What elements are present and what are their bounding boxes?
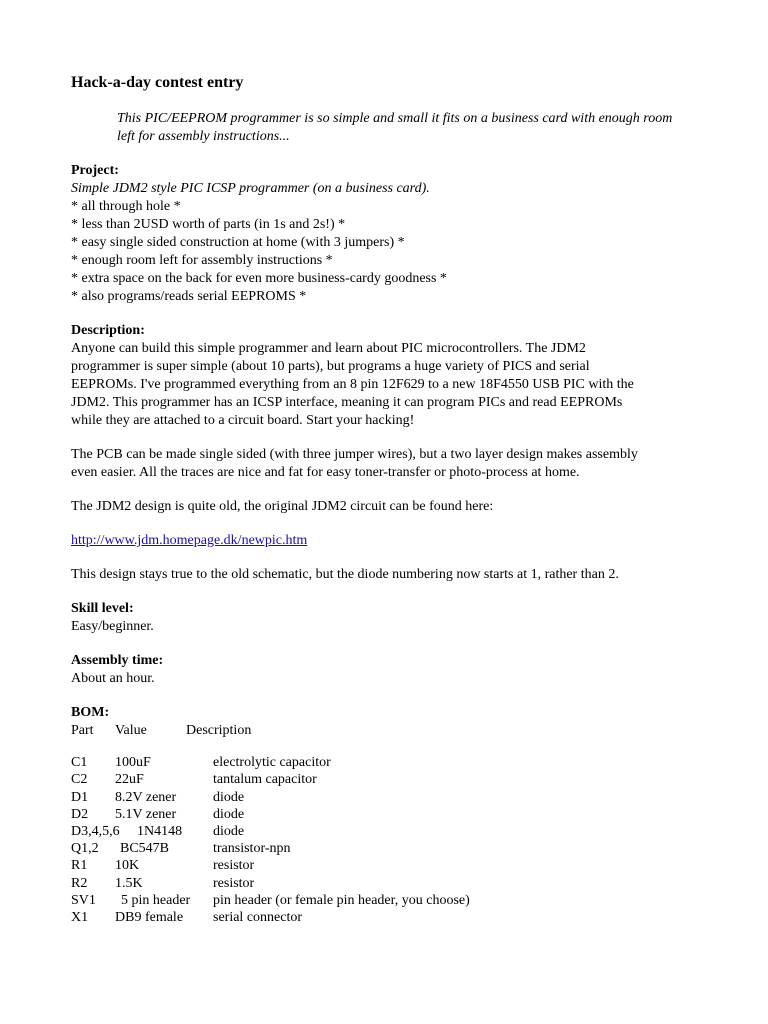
bom-part: C2 [71,772,88,788]
bom-part: D3,4,5,6 [71,823,120,839]
spacer [71,482,731,498]
bom-row [71,806,731,823]
bom-value: 8.2V zener [115,789,177,805]
bom-part: Q1,2 [71,841,99,857]
bom-value: 100uF [115,755,151,771]
bom-row [71,892,731,909]
bom-description: diode [213,789,245,805]
bom-row [71,875,731,892]
skill-level-value: Easy/beginner. [71,619,154,634]
project-bullet: * easy single sided construction at home (with 3 jumpers) * [71,235,405,250]
bom-column-header: Value [115,723,147,738]
spacer [71,584,731,600]
project-bullet: * extra space on the back for even more business-cardy goodness * [71,271,447,286]
bom-part: D2 [71,806,89,822]
bom-value: 1N4148 [137,823,183,839]
description-line: Anyone can build this simple programmer and learn about PIC microcontrollers. The JDM2 [71,341,586,356]
bom-row [71,857,731,874]
bom-part: D1 [71,789,89,805]
bom-row [71,909,731,926]
bom-column-header: Description [186,723,252,738]
project-heading: Project: [71,163,119,178]
bom-part: SV1 [71,892,96,908]
assembly-time-heading: Assembly time: [71,653,164,668]
bom-value: 1.5K [115,875,143,891]
bom-value: BC547B [120,841,170,857]
bom-value: 5 pin header [121,892,191,908]
spacer [71,688,731,704]
bom-part: R1 [71,858,88,874]
bom-row [71,771,731,788]
bom-description: tantalum capacitor [213,772,317,788]
bom-value: 22uF [115,772,144,788]
description-paragraph-4: This design stays true to the old schematic, but the diode numbering now starts at 1, rather than 2. [71,567,619,582]
description-line: The PCB can be made single sided (with three jumper wires), but a two layer design makes assembly [71,447,638,462]
description-line: EEPROMs. I've programmed everything from an 8 pin 12F629 to a new 18F4550 USB PIC with the [71,377,634,392]
document-body [71,162,731,926]
project-bullet: * less than 2USD worth of parts (in 1s and 2s!) * [71,217,346,232]
intro-paragraph: This PIC/EEPROM programmer is so simple and small it fits on a business card with enough room left for assembly instructions... [117,111,673,144]
bom-row [71,789,731,806]
bom-value: DB9 female [115,909,184,925]
bom-row [71,754,731,771]
spacer [71,550,731,566]
description-line: JDM2. This programmer has an ICSP interface, meaning it can program PICs and read EEPROMs [71,395,623,410]
bom-table [71,754,731,926]
bom-row [71,823,731,840]
assembly-time-value: About an hour. [71,671,155,686]
project-bullet-list [71,198,731,306]
bom-heading: BOM: [71,705,110,720]
bom-part: X1 [71,909,89,925]
bom-description: pin header (or female pin header, you choose) [213,892,470,908]
page-title: Hack-a-day contest entry [71,74,244,91]
bom-description: serial connector [213,909,303,925]
bom-description: resistor [213,858,255,874]
bom-column-header: Part [71,723,94,738]
project-bullet: * also programs/reads serial EEPROMS * [71,289,307,304]
project-subtitle: Simple JDM2 style PIC ICSP programmer (on a business card). [71,181,430,196]
project-bullet: * enough room left for assembly instructions * [71,253,333,268]
description-paragraph-3: The JDM2 design is quite old, the original JDM2 circuit can be found here: [71,499,494,514]
bom-value: 5.1V zener [115,806,177,822]
bom-description: electrolytic capacitor [213,755,331,771]
description-heading: Description: [71,323,145,338]
bom-row [71,840,731,857]
bom-description: resistor [213,875,255,891]
bom-description: diode [213,806,245,822]
spacer [71,636,731,652]
spacer [71,516,731,532]
description-line: even easier. All the traces are nice and fat for easy toner-transfer or photo-process at home. [71,465,580,480]
bom-header-row [71,722,731,739]
bom-part: C1 [71,755,88,771]
bom-value: 10K [115,858,140,874]
description-line: while they are attached to a circuit board. Start your hacking! [71,413,415,428]
spacer [71,306,731,322]
skill-level-heading: Skill level: [71,601,134,616]
bom-part: R2 [71,875,88,891]
description-paragraph-2 [71,446,731,482]
description-line: programmer is super simple (about 10 parts), but programs a huge variety of PICS and serial [71,359,590,374]
jdm2-circuit-link[interactable]: http://www.jdm.homepage.dk/newpic.htm [71,533,308,548]
spacer [71,739,731,754]
spacer [71,430,731,446]
bom-description: transistor-npn [213,841,291,857]
bom-description: diode [213,823,245,839]
project-bullet: * all through hole * [71,199,181,214]
description-paragraph-1 [71,340,731,430]
